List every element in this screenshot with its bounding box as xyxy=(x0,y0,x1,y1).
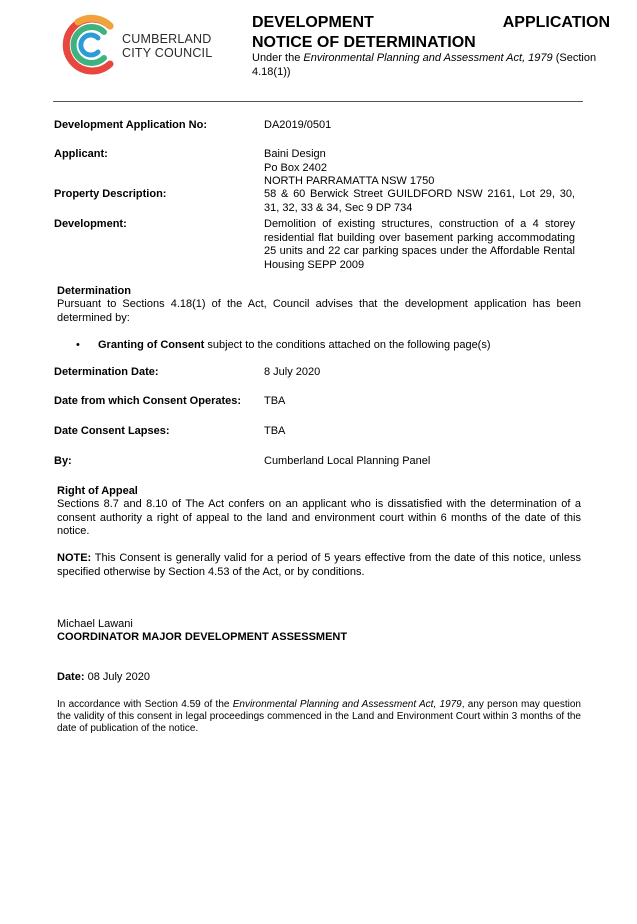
appeal-text: Sections 8.7 and 8.10 of The Act confers on an applicant who is dissatisfied with the determination of a consent authority a right of appeal to the land and environment court within 6 months of the date of this notice. xyxy=(57,498,581,537)
consent-lapses-value: TBA xyxy=(264,425,286,437)
council-logo-text xyxy=(122,32,212,60)
development-value: Demolition of existing structures, construction of a 4 storey residential flat building over basement parking accommodating 25 units and 22 car parking spaces under the Affordable Rental Housing SEPP 2009 xyxy=(264,218,575,271)
appeal-heading: Right of Appeal xyxy=(57,485,138,497)
document-title-line-1 xyxy=(252,14,610,32)
document-title-line-2: NOTICE OF DETERMINATION xyxy=(252,34,476,51)
logo-line-2: CITY COUNCIL xyxy=(122,46,213,60)
council-logo xyxy=(60,12,122,78)
property-value: 58 & 60 Berwick Street GUILDFORD NSW 2161, Lot 29, 30, 31, 32, 33 & 34, Sec 9 DP 734 xyxy=(264,188,575,214)
title-word-application: APPLICATION xyxy=(502,14,610,31)
applicant-label: Applicant: xyxy=(54,148,108,160)
signatory-name: Michael Lawani xyxy=(57,618,133,630)
determination-date-label: Determination Date: xyxy=(54,366,159,378)
signatory-title: COORDINATOR MAJOR DEVELOPMENT ASSESSMENT xyxy=(57,631,348,643)
da-number-value: DA2019/0501 xyxy=(264,119,332,131)
validity-notice: In accordance with Section 4.59 of the Environmental Planning and Assessment Act, 1979, any person may question the validity of this consent in legal proceedings commenced in the Land and Environment Court within 3 months of the date of publication of the notice. xyxy=(57,699,581,734)
applicant-value: Baini Design Po Box 2402 NORTH PARRAMATTA NSW 1750 xyxy=(264,148,435,187)
by-value: Cumberland Local Planning Panel xyxy=(264,455,431,467)
title-word-development: DEVELOPMENT xyxy=(252,14,374,31)
determination-date-value: 8 July 2020 xyxy=(264,366,321,378)
development-label: Development: xyxy=(54,218,127,230)
by-label: By: xyxy=(54,455,72,467)
bullet-icon: • xyxy=(76,339,80,351)
sign-date: Date: 08 July 2020 xyxy=(57,671,150,683)
consent-lapses-label: Date Consent Lapses: xyxy=(54,425,170,437)
note-text: NOTE: This Consent is generally valid for a period of 5 years effective from the date of this notice, unless specified otherwise by Section 4.53 of the Act, or by conditions. xyxy=(57,552,581,578)
property-label: Property Description: xyxy=(54,188,167,200)
document-subtitle: Under the Environmental Planning and Assessment Act, 1979 (Section 4.18(1)) xyxy=(252,52,597,78)
consent-operates-value: TBA xyxy=(264,395,286,407)
consent-bullet: Granting of Consent subject to the conditions attached on the following page(s) xyxy=(98,339,491,351)
header-divider xyxy=(53,101,583,102)
consent-operates-label: Date from which Consent Operates: xyxy=(54,395,242,407)
council-logo-icon xyxy=(60,12,122,78)
da-number-label: Development Application No: xyxy=(54,119,207,131)
logo-line-1: CUMBERLAND xyxy=(122,32,212,46)
determination-text: Pursuant to Sections 4.18(1) of the Act, Council advises that the development application has been determined by: xyxy=(57,298,581,324)
determination-heading: Determination xyxy=(57,285,131,297)
